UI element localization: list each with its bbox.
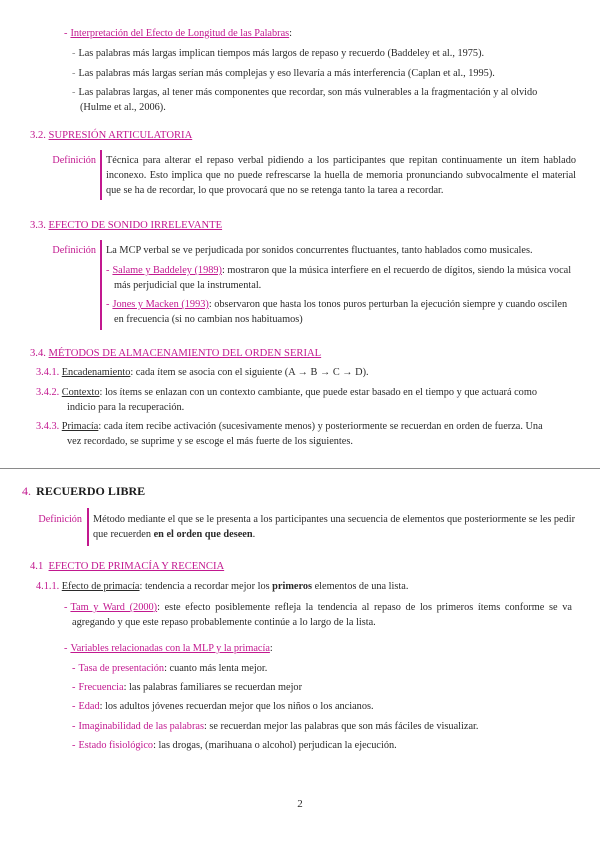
subsection-cont: vez recordado, se suprime y se escoge el más fuerte de los siguientes. [67, 436, 353, 447]
reference-item: - Tam y Ward (2000): este efecto posiblemente refleja la tendencia al repaso de los primeros ítems conforme se va [64, 602, 572, 613]
section-3-3-link[interactable]: EFECTO DE SONIDO IRRELEVANTE [48, 220, 223, 231]
definition-bar [100, 150, 102, 200]
reference-cont: en frecuencia (si no cambian nos habituamos) [114, 314, 303, 325]
list-item: - Frecuencia: las palabras familiares se recuerdan mejor [72, 682, 303, 693]
reference-cont: más perjudicial que la instrumental. [114, 280, 262, 291]
page-number: 2 [297, 798, 303, 810]
section-3-4-link[interactable]: MÉTODOS DE ALMACENAMIENTO DEL ORDEN SERIAL [48, 348, 322, 359]
section-4-1-link[interactable]: EFECTO DE PRIMACÍA Y RECENCIA [48, 561, 225, 572]
subsection-item: 3.4.3. Primacía: cada ítem recibe activación (sucesivamente menos) y posteriormente se recuerdan en orden de fuerza. Una [36, 421, 543, 432]
definition-bar [100, 240, 102, 330]
subsection-item: 3.4.1. Encadenamiento: cada ítem se asocia con el siguiente (A → B → C → D). [36, 367, 369, 378]
list-item: - Imaginabilidad de las palabras: se recuerdan mejor las palabras que son más fáciles de visualizar. [72, 721, 479, 732]
definition-text-line: Técnica para alterar el repaso verbal pidiendo a los participantes que repitan continuamente un ítem hablado [106, 155, 576, 166]
subsection-item: 4.1.1. Efecto de primacía: tendencia a recordar mejor los primeros elementos de una lista. [36, 581, 409, 592]
subsection-item: 3.4.2. Contexto: los ítems se enlazan con un contexto cambiante, que puede estar basado en el tiempo y que actuará como [36, 387, 537, 398]
list-item: - Estado fisiológico: las drogas, (marihuana o alcohol) perjudican la ejecución. [72, 740, 397, 751]
variables-title[interactable]: Variables relacionadas con la MLP y la primacía [70, 643, 270, 654]
section-3-3-heading: 3.3. EFECTO DE SONIDO IRRELEVANTE [30, 220, 223, 231]
list-item: - Las palabras más largas implican tiempos más largos de repaso y recuerdo (Baddeley et al., 1975). [72, 48, 485, 59]
definition-text-line: que se ha de recordar, lo que provocará que no se retenga tanto la tarea a recordar. [106, 185, 444, 196]
interp-title[interactable]: Interpretación del Efecto de Longitud de las Palabras [70, 28, 290, 39]
variables-heading: - Variables relacionadas con la MLP y la primacía: [64, 643, 273, 654]
definition-text-line: inconexo. Esto implica que no puede refrescarse la huella de memoria pronunciando subvocalmente el material [106, 170, 576, 181]
reference-link[interactable]: Salame y Baddeley (1989) [112, 265, 222, 276]
definition-label: Definición [52, 245, 96, 256]
list-item: - Las palabras más largas serían más complejas y eso llevaría a más interferencia (Caplan et al., 1995). [72, 68, 495, 79]
subsection-cont: indicio para la recuperación. [67, 402, 185, 413]
section-3-4-heading: 3.4. MÉTODOS DE ALMACENAMIENTO DEL ORDEN SERIAL [30, 348, 322, 359]
interp-heading: - Interpretación del Efecto de Longitud de las Palabras: [64, 28, 293, 39]
section-3-2-heading: 3.2. SUPRESIÓN ARTICULATORIA [30, 130, 193, 141]
definition-text-line: que recuerden en el orden que deseen. [93, 529, 256, 540]
section-divider [0, 468, 600, 469]
definition-label: Definición [52, 155, 96, 166]
reference-item: - Jones y Macken (1993): observaron que hasta los tonos puros perturban la ejecución siempre y cuando oscilen [106, 299, 568, 310]
section-4-1-heading: 4.1 EFECTO DE PRIMACÍA Y RECENCIA [30, 561, 225, 572]
definition-text: La MCP verbal se ve perjudicada por sonidos concurrentes fluctuantes, tanto hablados como musicales. [106, 245, 533, 256]
list-item-cont: (Hulme et al., 2006). [80, 102, 166, 113]
reference-link[interactable]: Jones y Macken (1993) [112, 299, 209, 310]
definition-text-line: Método mediante el que se le presenta a los participantes una secuencia de elementos que posteriormente se les pedir [93, 514, 576, 525]
list-item: - Edad: los adultos jóvenes recuerdan mejor que los niños o los ancianos. [72, 701, 374, 712]
reference-link[interactable]: Tam y Ward (2000) [70, 602, 158, 613]
reference-cont: agregando y que este repaso probablemente continúe a lo largo de la lista. [72, 617, 376, 628]
section-3-2-link[interactable]: SUPRESIÓN ARTICULATORIA [48, 130, 193, 141]
definition-bar [87, 508, 89, 546]
reference-item: - Salame y Baddeley (1989): mostraron que la música interfiere en el recuerdo de dígitos, siendo la música vocal [106, 265, 572, 276]
chapter-heading: 4. RECUERDO LIBRE [22, 484, 146, 498]
list-item: - Las palabras largas, al tener más componentes que recordar, son más vulnerables a la fragmentación y al olvido [72, 87, 538, 98]
definition-label: Definición [38, 514, 82, 525]
list-item: - Tasa de presentación: cuanto más lenta mejor. [72, 663, 268, 674]
